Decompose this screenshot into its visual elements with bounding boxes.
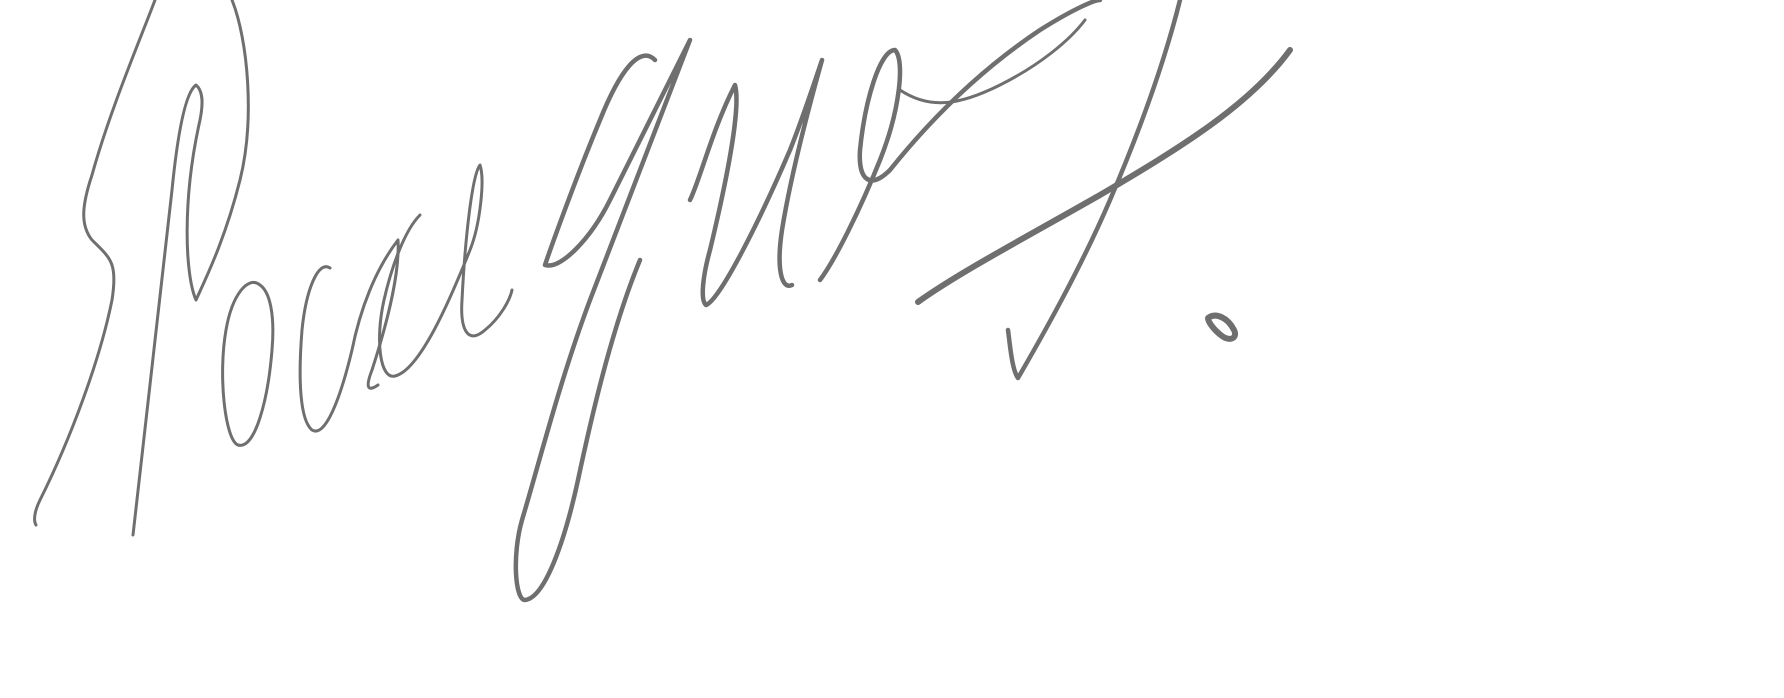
signature-stroke-letter-g: [516, 40, 690, 600]
signature-stroke-capital-r-outer: [35, 0, 155, 525]
signature-stroke-letter-s1: [300, 240, 398, 431]
signature-stroke-letter-o: [223, 282, 273, 445]
signature-stroke-letter-n: [690, 60, 822, 305]
signature-stroke-capital-r-stem: [133, 0, 248, 535]
signature-stroke-letter-l: [1008, 0, 1180, 378]
signature-ink: [35, 0, 1290, 600]
signature-stroke-period: [1208, 316, 1235, 339]
signature-stroke-letter-f-crossbar: [918, 50, 1290, 302]
signature-stroke-letter-d: [820, 0, 1100, 280]
signature-stroke-letter-d-loop: [900, 20, 1085, 103]
signature-stroke-letter-s2: [380, 165, 512, 376]
